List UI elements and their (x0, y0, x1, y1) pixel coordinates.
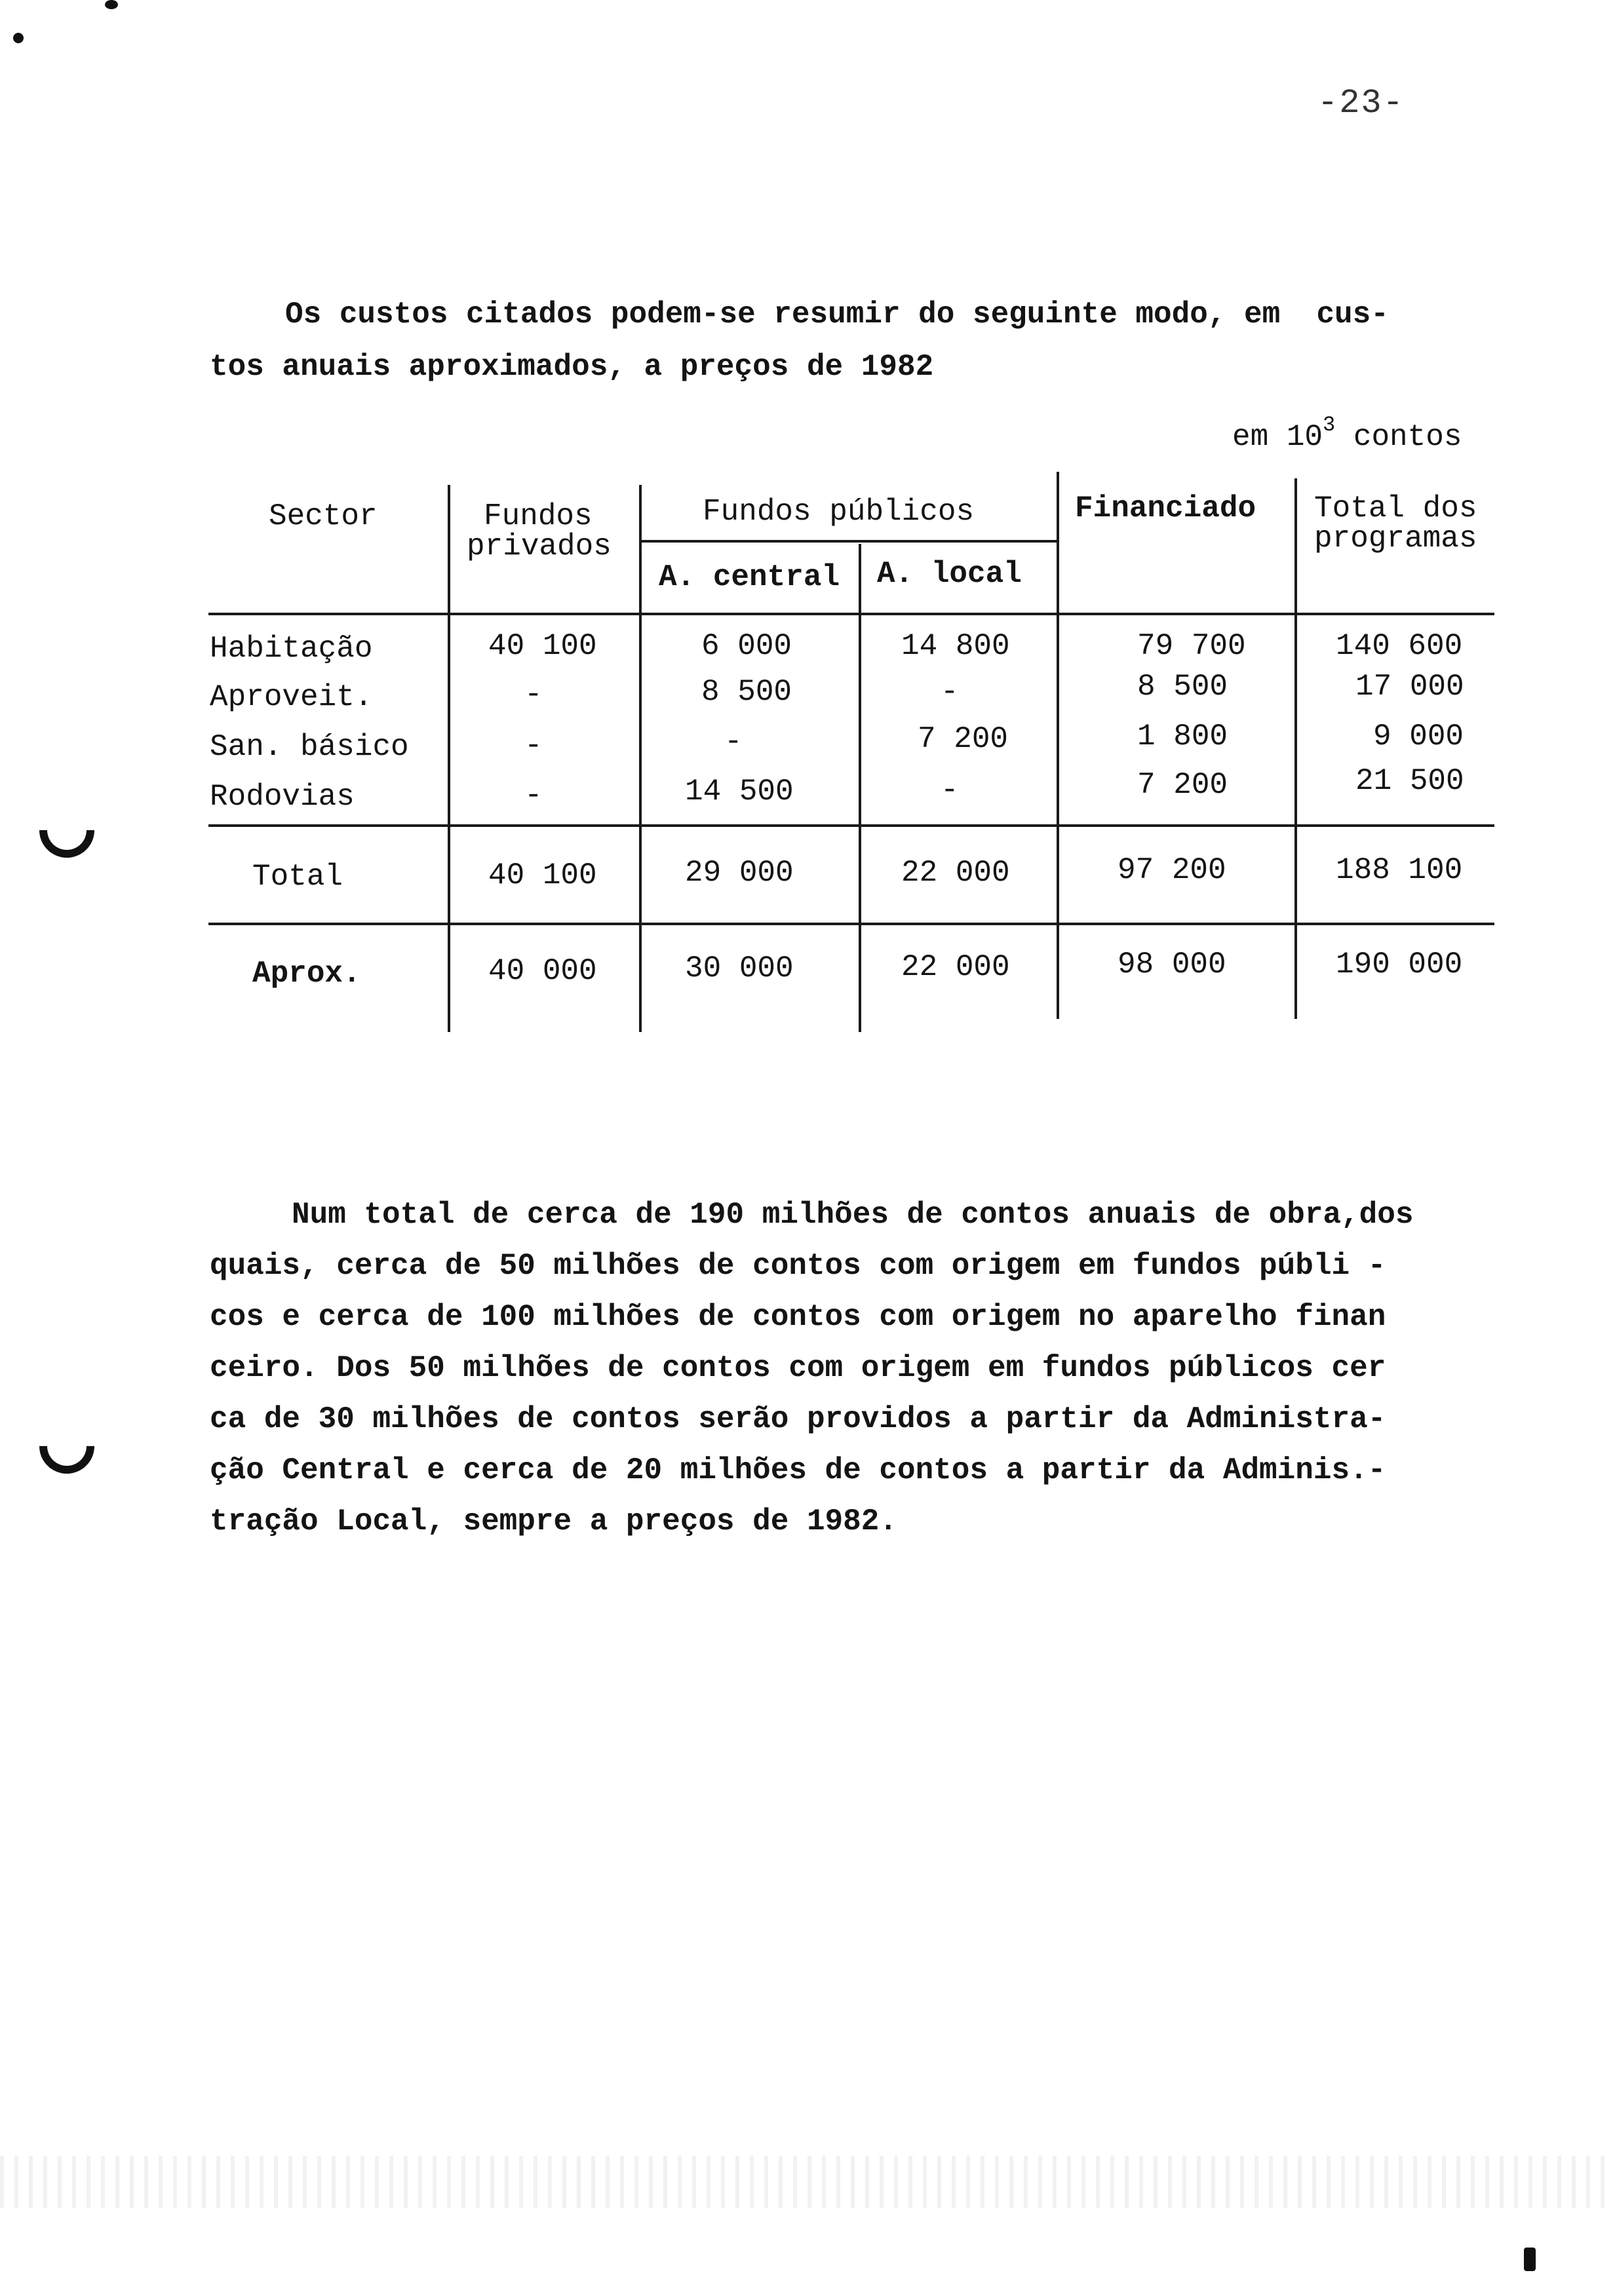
table-hline (208, 824, 1494, 827)
cell-central: 8 500 (701, 675, 792, 709)
cell-sector: Habitação (210, 632, 373, 666)
unit-suffix: contos (1335, 420, 1462, 454)
aprox-row-local: 22 000 (901, 950, 1010, 984)
table-vline (639, 485, 642, 1032)
cell-privados: - (524, 729, 543, 763)
cell-total: 9 000 (1373, 719, 1464, 754)
cell-financiado: 79 700 (1137, 629, 1246, 663)
aprox-row-total: 190 000 (1336, 947, 1463, 982)
cell-privados: 40 100 (488, 629, 597, 663)
header-total: programas (1314, 522, 1477, 556)
punch-hole-mark (28, 792, 106, 870)
cell-total: 140 600 (1336, 629, 1463, 663)
header-sector: Sector (269, 499, 378, 533)
cell-local: - (941, 675, 959, 709)
total-row-label: Total (252, 860, 343, 894)
unit-prefix: em 10 (1232, 420, 1323, 454)
total-row-total: 188 100 (1336, 853, 1463, 887)
paragraph-line: ção Central e cerca de 20 milhões de contos a partir da Adminis.- (210, 1453, 1386, 1487)
header-fundos-privados: Fundos (484, 499, 593, 533)
header-a-local: A. local (877, 557, 1022, 591)
cell-sector: Rodovias (210, 780, 355, 814)
header-a-central: A. central (659, 560, 840, 594)
paragraph-line: Num total de cerca de 190 milhões de contos anuais de obra,dos (292, 1198, 1414, 1232)
cell-total: 21 500 (1355, 764, 1464, 798)
punch-hole-mark (28, 1407, 106, 1485)
paragraph-line: ca de 30 milhões de contos serão providos a partir da Administra- (210, 1402, 1386, 1436)
unit-note (1232, 413, 1462, 454)
cell-local: 7 200 (918, 722, 1009, 756)
cell-financiado: 7 200 (1137, 768, 1228, 802)
cell-privados: - (524, 678, 543, 712)
total-row-central: 29 000 (685, 856, 794, 890)
aprox-row-privados: 40 000 (488, 954, 597, 988)
aprox-row-financiado: 98 000 (1118, 947, 1226, 982)
table-hline (208, 923, 1494, 925)
header-fundos-publicos: Fundos públicos (703, 495, 975, 529)
table-vline (859, 544, 861, 1032)
cell-central: 6 000 (701, 629, 792, 663)
cell-local: 14 800 (901, 629, 1010, 663)
header-financiado: Financiado (1075, 491, 1256, 526)
paragraph-line: cos e cerca de 100 milhões de contos com origem no aparelho finan (210, 1300, 1386, 1334)
cell-sector: Aproveit. (210, 680, 373, 714)
cell-privados: - (524, 778, 543, 813)
paragraph-line: quais, cerca de 50 milhões de contos com origem em fundos públi - (210, 1249, 1386, 1283)
cell-financiado: 8 500 (1137, 670, 1228, 704)
table-hline (639, 540, 1059, 543)
scan-speck (13, 33, 24, 43)
intro-line: Os custos citados podem-se resumir do seguinte modo, em cus- (285, 297, 1389, 332)
cell-central: 14 500 (685, 775, 794, 809)
table-hline (208, 613, 1494, 615)
paragraph-line: tração Local, sempre a preços de 1982. (210, 1504, 897, 1539)
header-total: Total dos (1314, 491, 1477, 526)
total-row-privados: 40 100 (488, 858, 597, 892)
total-row-financiado: 97 200 (1118, 853, 1226, 887)
scan-noise (0, 2156, 1615, 2208)
cell-local: - (941, 773, 959, 807)
intro-text (210, 288, 1508, 393)
cell-financiado: 1 800 (1137, 719, 1228, 754)
scan-speck (1524, 2248, 1536, 2271)
cell-sector: San. básico (210, 730, 409, 764)
cell-total: 17 000 (1355, 670, 1464, 704)
aprox-row-label: Aprox. (252, 957, 361, 991)
summary-paragraph (210, 1189, 1508, 1547)
intro-line: tos anuais aproximados, a preços de 1982 (210, 350, 934, 384)
table-vline (1057, 472, 1059, 1019)
paragraph-line: ceiro. Dos 50 milhões de contos com origem em fundos públicos cer (210, 1351, 1386, 1385)
table-vline (1294, 478, 1297, 1019)
header-fundos-privados: privados (467, 529, 612, 564)
cell-central: - (724, 725, 743, 759)
table-vline (448, 485, 450, 1032)
aprox-row-central: 30 000 (685, 951, 794, 985)
page-number: -23- (1317, 84, 1405, 123)
unit-exponent: 3 (1323, 413, 1336, 437)
total-row-local: 22 000 (901, 856, 1010, 890)
scan-speck (105, 0, 118, 9)
